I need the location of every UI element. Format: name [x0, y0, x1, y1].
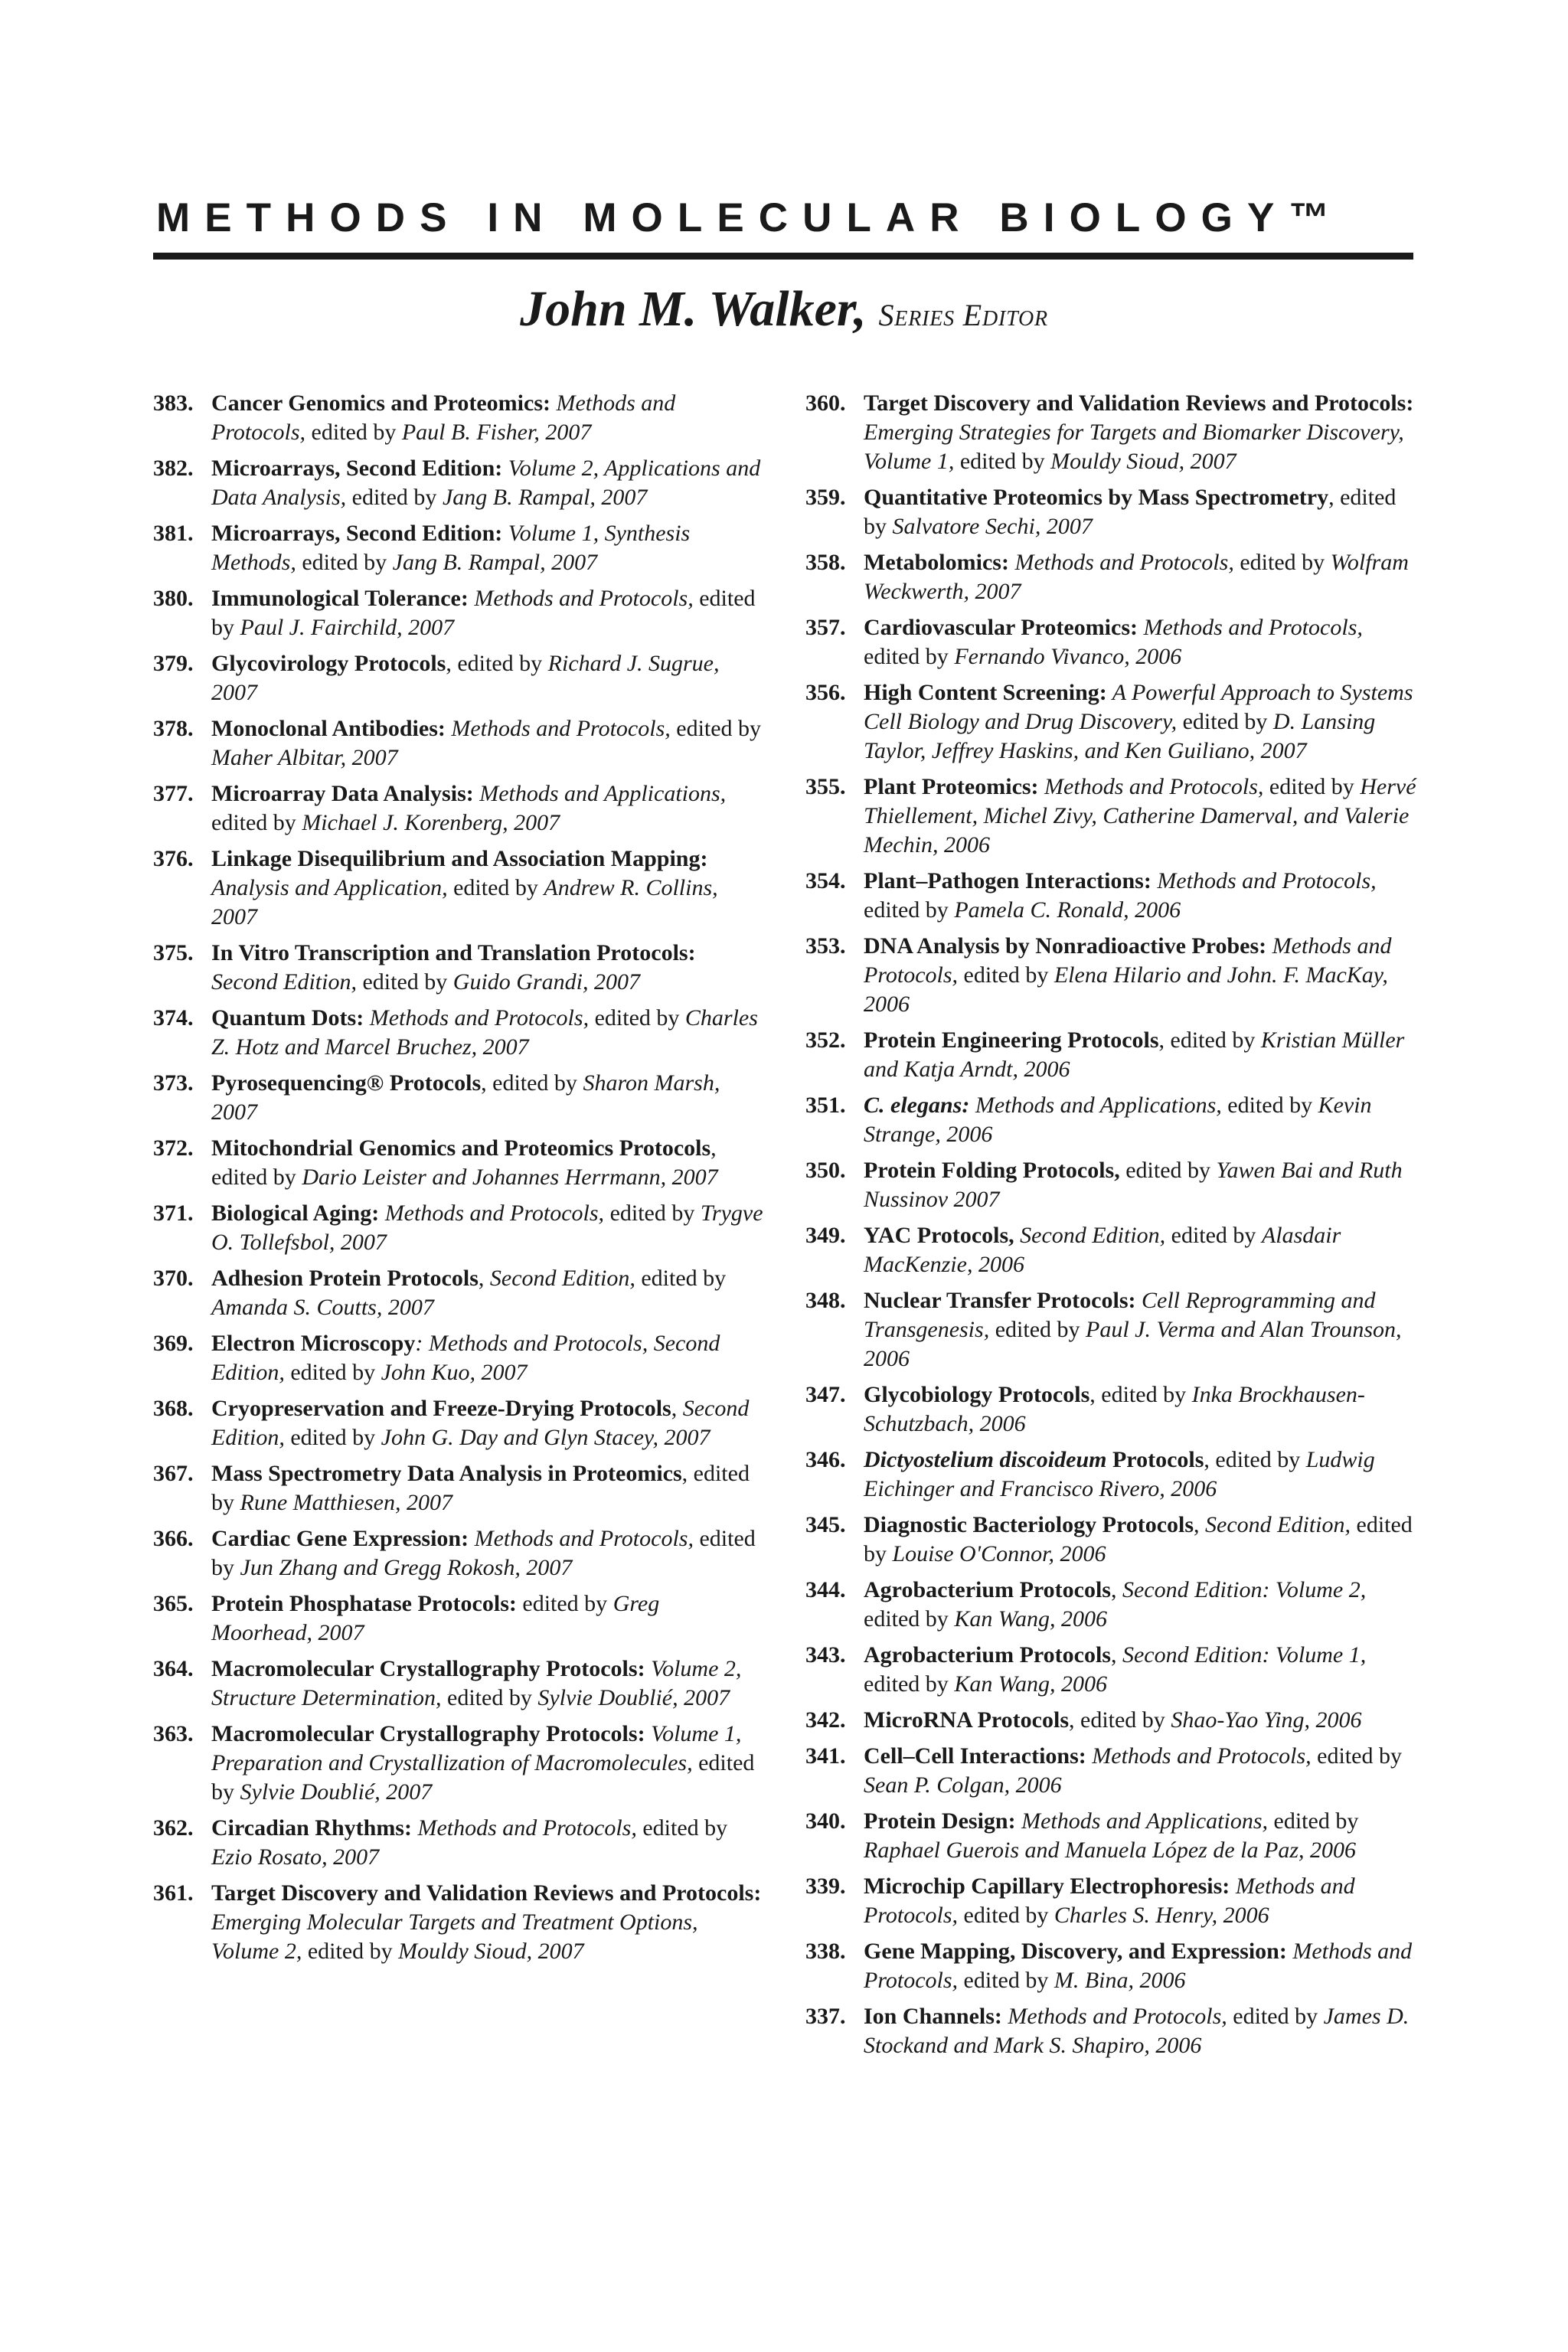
- volume-connector-text: edited by: [284, 1425, 381, 1450]
- volume-title-text: Cryopreservation and Freeze-Drying Protocols: [211, 1396, 671, 1421]
- volume-detail-text: Greg Moorhead, 2007: [211, 1591, 660, 1645]
- volume-title-text: YAC Protocols,: [864, 1223, 1014, 1248]
- volume-detail-text: Second Edition,: [211, 969, 357, 995]
- volume-title-text: Mitochondrial Genomics and Proteomics Protocols: [211, 1135, 711, 1161]
- volume-number: 338.: [805, 1939, 846, 1964]
- volume-detail-text: : Methods and Protocols, Second Edition,: [211, 1331, 720, 1385]
- volume-number: 366.: [153, 1526, 194, 1551]
- volume-detail-text: Sylvie Doublié, 2007: [240, 1779, 433, 1805]
- volume-title-text: Microarrays, Second Edition:: [211, 521, 503, 546]
- volume-detail-text: Amanda S. Coutts, 2007: [211, 1295, 434, 1320]
- volume-title-text: Cell–Cell Interactions:: [864, 1743, 1086, 1769]
- volume-detail-text: Methods and Protocols,: [864, 1939, 1413, 1993]
- series-volume-entry: [805, 1872, 1418, 1930]
- volume-connector-text: edited by: [670, 716, 762, 741]
- volume-detail-text: Fernando Vivanco, 2006: [954, 644, 1182, 669]
- volume-detail-text: Sylvie Doublié, 2007: [537, 1685, 730, 1710]
- series-volume-entry: [805, 613, 1418, 671]
- volume-detail-text: D. Lansing Taylor, Jeffrey Haskins, and Ken Guiliano, 2007: [864, 709, 1376, 763]
- volume-number: 374.: [153, 1005, 194, 1031]
- editor-comma: ,: [853, 281, 867, 337]
- volume-connector-text: , edited by: [211, 1135, 717, 1190]
- editor-role: Series Editor: [878, 298, 1048, 332]
- volume-connector-text: edited by: [864, 644, 955, 669]
- volume-number: 341.: [805, 1743, 846, 1769]
- volume-number: 340.: [805, 1808, 846, 1834]
- volume-detail-text: Charles S. Henry, 2006: [1054, 1903, 1269, 1928]
- volume-detail-text: Inka Brockhausen-Schutzbach, 2006: [864, 1382, 1365, 1436]
- volume-connector-text: ,: [671, 1396, 683, 1421]
- volume-detail-text: Emerging Strategies for Targets and Biomarker Discovery, Volume 1,: [864, 420, 1404, 474]
- volume-detail-text: Paul J. Fairchild, 2007: [240, 615, 455, 640]
- series-volume-entry: [805, 1641, 1418, 1699]
- series-volume-entry: [805, 1576, 1418, 1634]
- volume-number: 363.: [153, 1721, 194, 1746]
- volume-detail-text: Methods and Protocols,: [468, 586, 694, 611]
- volume-detail-text: Paul B. Fisher, 2007: [401, 420, 592, 445]
- volume-detail-text: Methods and Protocols,: [1038, 774, 1264, 799]
- volume-detail-text: Volume 2, Applications and Data Analysis,: [211, 456, 761, 510]
- volume-connector-text: edited by: [211, 1526, 756, 1580]
- volume-connector-text: edited by: [1119, 1158, 1217, 1183]
- volume-connector-text: edited by: [958, 1903, 1054, 1928]
- volume-connector-text: edited by: [864, 1671, 955, 1697]
- volume-title-text: Mass Spectrometry Data Analysis in Proteomics: [211, 1461, 682, 1486]
- volume-number: 379.: [153, 651, 194, 676]
- volume-detail-text: Louise O'Connor, 2006: [892, 1541, 1106, 1566]
- volume-connector-text: edited by: [211, 586, 756, 640]
- volume-connector-text: edited by: [1177, 709, 1273, 734]
- volume-number: 352.: [805, 1027, 846, 1053]
- volume-detail-text: Second Edition,: [1205, 1512, 1351, 1537]
- volume-title-text: Cancer Genomics and Proteomics:: [211, 390, 550, 416]
- volume-title-text: Protein Design:: [864, 1808, 1016, 1834]
- volume-title-text: Circadian Rhythms:: [211, 1815, 412, 1841]
- volume-detail-text: Hervé Thiellement, Michel Zivy, Catherine Damerval, and Valerie Mechin, 2006: [864, 774, 1416, 858]
- volume-title-text: In Vitro Transcription and Translation Protocols:: [211, 940, 696, 965]
- volume-title-text: Biological Aging:: [211, 1200, 380, 1226]
- volume-number: 359.: [805, 485, 846, 510]
- volume-connector-text: edited by: [604, 1200, 701, 1226]
- volume-detail-text: Andrew R. Collins, 2007: [211, 875, 718, 929]
- volume-connector-text: , edited by: [446, 651, 548, 676]
- volume-title-text: Glycovirology Protocols: [211, 651, 446, 676]
- volume-number: 346.: [805, 1447, 846, 1472]
- volume-connector-text: edited by: [1233, 550, 1331, 575]
- volume-title-text: Cardiovascular Proteomics:: [864, 615, 1138, 640]
- volume-detail-text: Sean P. Colgan, 2006: [864, 1772, 1062, 1798]
- volume-detail-text: Second Edition,: [489, 1266, 635, 1291]
- volume-detail-text: Kevin Strange, 2006: [864, 1093, 1372, 1147]
- volume-connector-text: edited by: [441, 1685, 538, 1710]
- volume-number: 348.: [805, 1288, 846, 1313]
- volume-number: 373.: [153, 1070, 194, 1096]
- volume-detail-text: Volume 1, Preparation and Crystallization of Macromolecules,: [211, 1721, 742, 1775]
- volume-number: 372.: [153, 1135, 194, 1161]
- volume-detail-text: Emerging Molecular Targets and Treatment Options, Volume 2,: [211, 1909, 698, 1964]
- volume-connector-text: edited by: [864, 1512, 1413, 1566]
- series-volume-entry: [153, 1264, 766, 1322]
- volume-detail-text: Mouldy Sioud, 2007: [398, 1939, 584, 1964]
- series-volume-entry: [805, 548, 1418, 606]
- volume-connector-text: , edited by: [1089, 1382, 1192, 1407]
- volume-detail-text: Methods and Applications,: [473, 781, 727, 806]
- volume-detail-text: Maher Albitar, 2007: [211, 745, 398, 770]
- volume-number: 354.: [805, 868, 846, 893]
- volume-number: 365.: [153, 1591, 194, 1616]
- volume-title-text: Protein Folding Protocols,: [864, 1158, 1120, 1183]
- volume-detail-text: Methods and Protocols,: [379, 1200, 605, 1226]
- series-volume-entry: [153, 1329, 766, 1387]
- volume-number: 361.: [153, 1880, 194, 1906]
- volume-detail-text: Mouldy Sioud, 2007: [1050, 449, 1236, 474]
- volume-detail-text: Raphael Guerois and Manuela López de la Paz, 2006: [864, 1838, 1356, 1863]
- volume-detail-text: Methods and Protocols,: [1151, 868, 1377, 893]
- volume-title-text: Cardiac Gene Expression:: [211, 1526, 469, 1551]
- volume-title-text: Electron Microscopy: [211, 1331, 416, 1356]
- volume-detail-text: Methods and Protocols,: [1086, 1743, 1312, 1769]
- volume-connector-text: edited by: [356, 969, 453, 995]
- volume-connector-text: edited by: [636, 1815, 728, 1841]
- editor-name: John M. Walker: [520, 281, 854, 337]
- volume-connector-text: edited by: [211, 810, 302, 835]
- volume-detail-text: Salvatore Sechi, 2007: [892, 514, 1093, 539]
- volume-connector-text: edited by: [284, 1360, 381, 1385]
- series-volume-entry: [153, 939, 766, 997]
- volume-detail-text: Trygve O. Tollefsbol, 2007: [211, 1200, 763, 1255]
- volume-number: 357.: [805, 615, 846, 640]
- volume-connector-text: edited by: [516, 1591, 613, 1616]
- volume-detail-text: Methods and Protocols,: [445, 716, 671, 741]
- volume-connector-text: edited by: [211, 1750, 755, 1805]
- volume-number: 337.: [805, 2004, 846, 2029]
- series-volume-entry: [153, 1069, 766, 1127]
- volume-detail-text: Methods and Protocols,: [469, 1526, 694, 1551]
- volume-number: 347.: [805, 1382, 846, 1407]
- volume-detail-text: Jang B. Rampal, 2007: [442, 485, 648, 510]
- volume-title-text: Target Discovery and Validation Reviews and Protocols:: [211, 1880, 762, 1906]
- series-volume-entry: [153, 779, 766, 838]
- volume-connector-text: ,: [1110, 1577, 1122, 1602]
- series-volume-entry: [153, 1134, 766, 1192]
- volume-number: 381.: [153, 521, 194, 546]
- volume-title-text: Microarrays, Second Edition:: [211, 456, 503, 481]
- series-volume-entry: [805, 1221, 1418, 1279]
- volume-detail-text: Methods and Protocols,: [864, 1873, 1355, 1928]
- volume-title-text: Protein Phosphatase Protocols:: [211, 1591, 517, 1616]
- volume-detail-text: Guido Grandi, 2007: [452, 969, 640, 995]
- volume-connector-text: edited by: [1221, 1093, 1318, 1118]
- series-title: METHODS IN MOLECULAR BIOLOGY™: [156, 195, 1344, 240]
- series-volume-entry: [153, 1589, 766, 1648]
- series-volume-entry: [805, 773, 1418, 860]
- volume-detail-text: Methods and Protocols,: [1001, 2004, 1227, 2029]
- series-volume-entry: [153, 389, 766, 447]
- series-volume-entry: [153, 1814, 766, 1872]
- volume-connector-text: edited by: [1263, 774, 1361, 799]
- volume-title-text: Ion Channels:: [864, 2004, 1002, 2029]
- volume-detail-text: Volume 2, Structure Determination,: [211, 1656, 742, 1710]
- volume-number: 368.: [153, 1396, 194, 1421]
- volume-detail-text: Yawen Bai and Ruth Nussinov 2007: [864, 1158, 1403, 1212]
- volume-detail-text: Ezio Rosato, 2007: [211, 1844, 380, 1870]
- series-editor: [0, 280, 1568, 338]
- volume-number: 342.: [805, 1707, 846, 1733]
- volume-number: 375.: [153, 940, 194, 965]
- volume-number: 343.: [805, 1642, 846, 1668]
- volume-connector-text: edited by: [864, 897, 955, 923]
- volume-title-text: Quantum Dots:: [211, 1005, 364, 1031]
- series-volume-entry: [805, 867, 1418, 925]
- volume-detail-text: Volume 1, Synthesis Methods,: [211, 521, 691, 575]
- volume-number: 383.: [153, 390, 194, 416]
- series-volume-entry: [805, 1937, 1418, 1995]
- volume-connector-text: ,: [1194, 1512, 1206, 1537]
- volume-number: 358.: [805, 550, 846, 575]
- volume-connector-text: edited by: [346, 485, 443, 510]
- volume-number: 377.: [153, 781, 194, 806]
- volume-title-text: Plant Proteomics:: [864, 774, 1039, 799]
- volume-number: 344.: [805, 1577, 846, 1602]
- volume-detail-text: John G. Day and Glyn Stacey, 2007: [381, 1425, 710, 1450]
- series-volume-entry: [805, 932, 1418, 1019]
- volume-connector-text: , edited by: [481, 1070, 583, 1096]
- series-volume-entry: [153, 1004, 766, 1062]
- title-rule: [153, 253, 1413, 260]
- series-volume-entry: [805, 1091, 1418, 1149]
- volume-detail-text: Methods and Protocols,: [364, 1005, 590, 1031]
- volume-detail-text: Ludwig Eichinger and Francisco Rivero, 2006: [864, 1447, 1375, 1501]
- volume-number: 349.: [805, 1223, 846, 1248]
- volume-connector-text: edited by: [989, 1317, 1086, 1342]
- series-volume-entry: [153, 1394, 766, 1452]
- volume-connector-text: , edited by: [1158, 1027, 1261, 1053]
- series-volume-entry: [805, 1807, 1418, 1865]
- series-volume-entry: [805, 483, 1418, 541]
- volume-number: 378.: [153, 716, 194, 741]
- volume-title-text: Diagnostic Bacteriology Protocols: [864, 1512, 1194, 1537]
- volume-detail-text: Methods and Applications,: [1015, 1808, 1269, 1834]
- volume-connector-text: edited by: [1227, 2004, 1324, 2029]
- series-volume-entry: [805, 2002, 1418, 2060]
- volume-title-text: Microarray Data Analysis:: [211, 781, 474, 806]
- volume-connector-text: , edited by: [1069, 1707, 1171, 1733]
- volume-connector-text: edited by: [302, 1939, 399, 1964]
- series-volume-entry: [153, 649, 766, 707]
- series-volume-entry: [153, 714, 766, 773]
- series-volume-entry: [805, 1511, 1418, 1569]
- volume-number: 371.: [153, 1200, 194, 1226]
- volume-number: 370.: [153, 1266, 194, 1291]
- volume-title-text: Protocols: [1106, 1447, 1204, 1472]
- volume-title-text: Metabolomics:: [864, 550, 1009, 575]
- series-volume-entry: [805, 389, 1418, 476]
- volume-detail-text: Rune Matthiesen, 2007: [240, 1490, 452, 1515]
- volume-number: 350.: [805, 1158, 846, 1183]
- volume-detail-text: Jang B. Rampal, 2007: [392, 550, 598, 575]
- volume-title-text: MicroRNA Protocols: [864, 1707, 1069, 1733]
- volume-detail-text: Wolfram Weckwerth, 2007: [864, 550, 1409, 604]
- volume-connector-text: edited by: [954, 449, 1051, 474]
- volume-title-text: Glycobiology Protocols: [864, 1382, 1090, 1407]
- series-volume-entry: [805, 1026, 1418, 1084]
- volume-detail-text: Analysis and Application,: [211, 875, 448, 900]
- volume-detail-text: James D. Stockand and Mark S. Shapiro, 2006: [864, 2004, 1410, 2058]
- volume-detail-text: Richard J. Sugrue, 2007: [211, 651, 720, 705]
- volume-title-text: Plant–Pathogen Interactions:: [864, 868, 1152, 893]
- volume-number: 360.: [805, 390, 846, 416]
- volume-detail-text: Alasdair MacKenzie, 2006: [864, 1223, 1341, 1277]
- volume-number: 339.: [805, 1873, 846, 1899]
- volume-number: 380.: [153, 586, 194, 611]
- volume-connector-text: edited by: [864, 1606, 955, 1632]
- volume-connector-text: ,: [1110, 1642, 1122, 1668]
- volume-number: 369.: [153, 1331, 194, 1356]
- series-volume-entry: [153, 1459, 766, 1517]
- series-volume-entry: [153, 844, 766, 932]
- volume-detail-text: A Powerful Approach to Systems Cell Biology and Drug Discovery,: [864, 680, 1413, 734]
- volume-connector-text: edited by: [958, 1968, 1054, 1993]
- volume-connector-text: edited by: [958, 962, 1054, 988]
- volume-connector-text: edited by: [305, 420, 402, 445]
- volume-number: 356.: [805, 680, 846, 705]
- volume-connector-text: , edited by: [211, 1461, 750, 1515]
- volume-detail-text: Cell Reprogramming and Transgenesis,: [864, 1288, 1376, 1342]
- volume-connector-text: edited by: [635, 1266, 727, 1291]
- volume-number: 351.: [805, 1093, 846, 1118]
- volume-detail-text: Dario Leister and Johannes Herrmann, 2007: [302, 1165, 718, 1190]
- volume-detail-text: Jun Zhang and Gregg Rokosh, 2007: [240, 1555, 573, 1580]
- volume-detail-text: Second Edition: Volume 2,: [1122, 1577, 1367, 1602]
- volume-number: 355.: [805, 774, 846, 799]
- volume-title-text: Microchip Capillary Electrophoresis:: [864, 1873, 1230, 1899]
- series-volume-entry: [153, 1879, 766, 1966]
- volume-title-text: Adhesion Protein Protocols: [211, 1266, 479, 1291]
- series-volume-entry: [153, 584, 766, 642]
- volume-connector-text: , edited by: [1204, 1447, 1306, 1472]
- volume-title-text: Target Discovery and Validation Reviews and Protocols:: [864, 390, 1414, 416]
- volume-connector-text: edited by: [447, 875, 544, 900]
- volume-connector-text: edited by: [1311, 1743, 1402, 1769]
- volume-detail-text: John Kuo, 2007: [381, 1360, 528, 1385]
- volume-title-text: Protein Engineering Protocols: [864, 1027, 1159, 1053]
- right-column: [805, 389, 1418, 2067]
- volume-detail-text: Methods and Protocols,: [211, 390, 676, 445]
- series-volume-entry: [805, 1380, 1418, 1439]
- series-volume-entry: [805, 1706, 1418, 1735]
- volume-detail-text: Charles Z. Hotz and Marcel Bruchez, 2007: [211, 1005, 758, 1060]
- series-volume-entry: [153, 454, 766, 512]
- volume-detail-text: Methods and Protocols,: [1008, 550, 1234, 575]
- volume-title-text: DNA Analysis by Nonradioactive Probes:: [864, 933, 1267, 959]
- volume-connector-text: edited by: [1268, 1808, 1359, 1834]
- volume-detail-text: Second Edition: Volume 1,: [1122, 1642, 1367, 1668]
- volume-number: 353.: [805, 933, 846, 959]
- volume-detail-text: Shao-Yao Ying, 2006: [1171, 1707, 1362, 1733]
- left-column: [153, 389, 766, 1973]
- volume-title-text: Agrobacterium Protocols: [864, 1642, 1111, 1668]
- volume-detail-text: Sharon Marsh, 2007: [211, 1070, 720, 1125]
- volume-number: 364.: [153, 1656, 194, 1681]
- volume-title-text: Dictyostelium discoideum: [864, 1447, 1107, 1472]
- volume-title-text: Gene Mapping, Discovery, and Expression:: [864, 1939, 1287, 1964]
- series-volume-entry: [153, 1199, 766, 1257]
- volume-detail-text: Methods and Applications,: [969, 1093, 1222, 1118]
- volume-detail-text: Methods and Protocols,: [411, 1815, 637, 1841]
- volume-number: 362.: [153, 1815, 194, 1841]
- volume-title-text: Quantitative Proteomics by Mass Spectrometry: [864, 485, 1329, 510]
- series-volume-entry: [805, 1742, 1418, 1800]
- volume-connector-text: edited by: [296, 550, 393, 575]
- volume-title-text: Linkage Disequilibrium and Association Mapping:: [211, 846, 708, 871]
- volume-detail-text: Methods and Protocols,: [864, 933, 1392, 988]
- volume-number: 382.: [153, 456, 194, 481]
- series-volume-entry: [153, 1655, 766, 1713]
- volume-detail-text: Second Edition,: [211, 1396, 750, 1450]
- volume-detail-text: Elena Hilario and John. F. MacKay, 2006: [864, 962, 1388, 1017]
- volume-number: 345.: [805, 1512, 846, 1537]
- volume-connector-text: edited by: [589, 1005, 685, 1031]
- series-volume-entry: [805, 1286, 1418, 1374]
- volume-detail-text: Paul J. Verma and Alan Trounson, 2006: [864, 1317, 1402, 1371]
- volume-title-text: Agrobacterium Protocols: [864, 1577, 1111, 1602]
- volume-detail-text: Pamela C. Ronald, 2006: [954, 897, 1181, 923]
- volume-connector-text: edited by: [1165, 1223, 1262, 1248]
- series-volume-entry: [805, 678, 1418, 766]
- volume-connector-text: , edited by: [864, 485, 1396, 539]
- series-volume-entry: [805, 1156, 1418, 1214]
- volume-title-text: Nuclear Transfer Protocols:: [864, 1288, 1136, 1313]
- series-volume-entry: [153, 1524, 766, 1583]
- volume-title-text: Macromolecular Crystallography Protocols:: [211, 1721, 645, 1746]
- series-volume-entry: [805, 1446, 1418, 1504]
- volume-title-text: C. elegans:: [864, 1093, 970, 1118]
- volume-detail-text: M. Bina, 2006: [1054, 1968, 1186, 1993]
- volume-number: 367.: [153, 1461, 194, 1486]
- volume-detail-text: Kan Wang, 2006: [954, 1671, 1108, 1697]
- volume-title-text: Pyrosequencing® Protocols: [211, 1070, 482, 1096]
- volume-title-text: Monoclonal Antibodies:: [211, 716, 446, 741]
- volume-number: 376.: [153, 846, 194, 871]
- series-volume-entry: [153, 519, 766, 577]
- volume-detail-text: Second Edition,: [1014, 1223, 1166, 1248]
- volume-detail-text: Michael J. Korenberg, 2007: [302, 810, 560, 835]
- series-volume-entry: [153, 1720, 766, 1807]
- volume-connector-text: ,: [478, 1266, 490, 1291]
- volume-title-text: Immunological Tolerance:: [211, 586, 469, 611]
- volume-title-text: Macromolecular Crystallography Protocols:: [211, 1656, 645, 1681]
- volume-detail-text: Methods and Protocols,: [1138, 615, 1363, 640]
- volume-detail-text: Kan Wang, 2006: [954, 1606, 1108, 1632]
- volume-title-text: High Content Screening:: [864, 680, 1107, 705]
- volume-detail-text: Kristian Müller and Katja Arndt, 2006: [864, 1027, 1405, 1082]
